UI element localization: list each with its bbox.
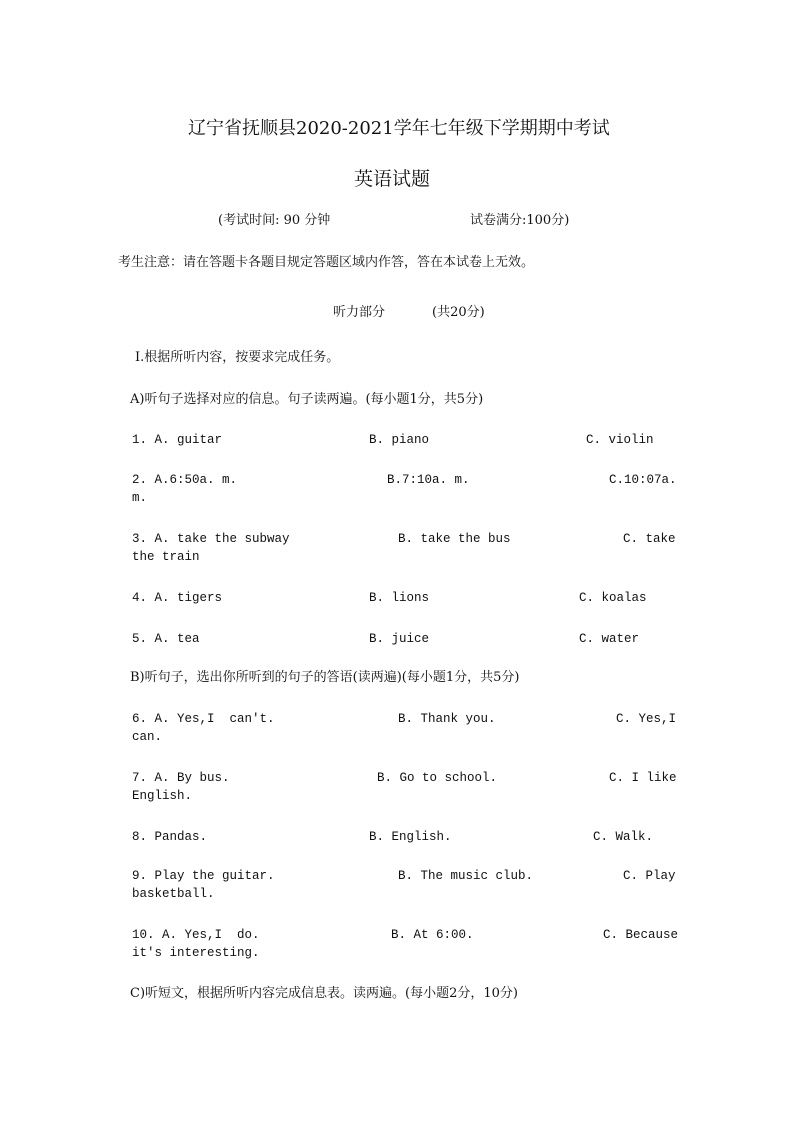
q6-continuation: can. [132, 730, 163, 744]
q7-option-a: 7. A. By bus. [132, 771, 230, 785]
q10-option-b: B. At 6:00. [391, 928, 474, 942]
q10-continuation: it's interesting. [132, 946, 260, 960]
q9-option-c: C. Play [623, 869, 676, 883]
section-name: 听力部分 [333, 305, 386, 320]
q5-option-c: C. water [579, 632, 640, 646]
notice: 考生注意：请在答题卡各题目规定答题区域内作答，答在本试卷上无效。 [118, 255, 535, 270]
q6-option-c: C. Yes,I [616, 712, 677, 726]
exam-score: 试卷满分:100分) [470, 213, 570, 228]
q2-option-b: B.7:10a. m. [387, 473, 470, 487]
q4-option-c: C. koalas [579, 591, 647, 605]
q4-option-b: B. lions [369, 591, 430, 605]
q7-option-c: C. I like [609, 771, 677, 785]
q6-option-a: 6. A. Yes,I can't. [132, 712, 275, 726]
q2-continuation: m. [132, 491, 148, 505]
partC-heading: C)听短文，根据所听内容完成信息表。读两遍。(每小题2分，10分) [130, 986, 518, 1001]
q8-option-c: C. Walk. [593, 830, 654, 844]
q7-continuation: English. [132, 789, 193, 803]
part1-heading: Ⅰ.根据所听内容，按要求完成任务。 [135, 350, 340, 365]
q2-option-c: C.10:07a. [609, 473, 677, 487]
page-subtitle: 英语试题 [354, 168, 431, 190]
q9-option-b: B. The music club. [398, 869, 534, 883]
q2-option-a: 2. A.6:50a. m. [132, 473, 238, 487]
q5-option-a: 5. A. tea [132, 632, 200, 646]
section-points: (共20分) [432, 305, 485, 320]
q1-option-b: B. piano [369, 433, 430, 447]
q1-option-a: 1. A. guitar [132, 433, 223, 447]
q6-option-b: B. Thank you. [398, 712, 496, 726]
q8-option-a: 8. Pandas. [132, 830, 208, 844]
q1-option-c: C. violin [586, 433, 654, 447]
q3-option-a: 3. A. take the subway [132, 532, 290, 546]
q4-option-a: 4. A. tigers [132, 591, 223, 605]
q10-option-a: 10. A. Yes,I do. [132, 928, 260, 942]
partA-heading: A)听句子选择对应的信息。句子读两遍。(每小题1分，共5分) [130, 392, 484, 407]
q3-option-c: C. take [623, 532, 676, 546]
q3-continuation: the train [132, 550, 200, 564]
q7-option-b: B. Go to school. [377, 771, 498, 785]
q9-continuation: basketball. [132, 887, 215, 901]
partB-heading: B)听句子，选出你所听到的句子的答语(读两遍)(每小题1分，共5分) [130, 670, 520, 685]
q5-option-b: B. juice [369, 632, 430, 646]
q10-option-c: C. Because [603, 928, 679, 942]
exam-time: (考试时间: 90 分钟 [218, 213, 331, 228]
page-title: 辽宁省抚顺县2020-2021学年七年级下学期期中考试 [188, 118, 610, 139]
q8-option-b: B. English. [369, 830, 452, 844]
q9-option-a: 9. Play the guitar. [132, 869, 275, 883]
q3-option-b: B. take the bus [398, 532, 511, 546]
